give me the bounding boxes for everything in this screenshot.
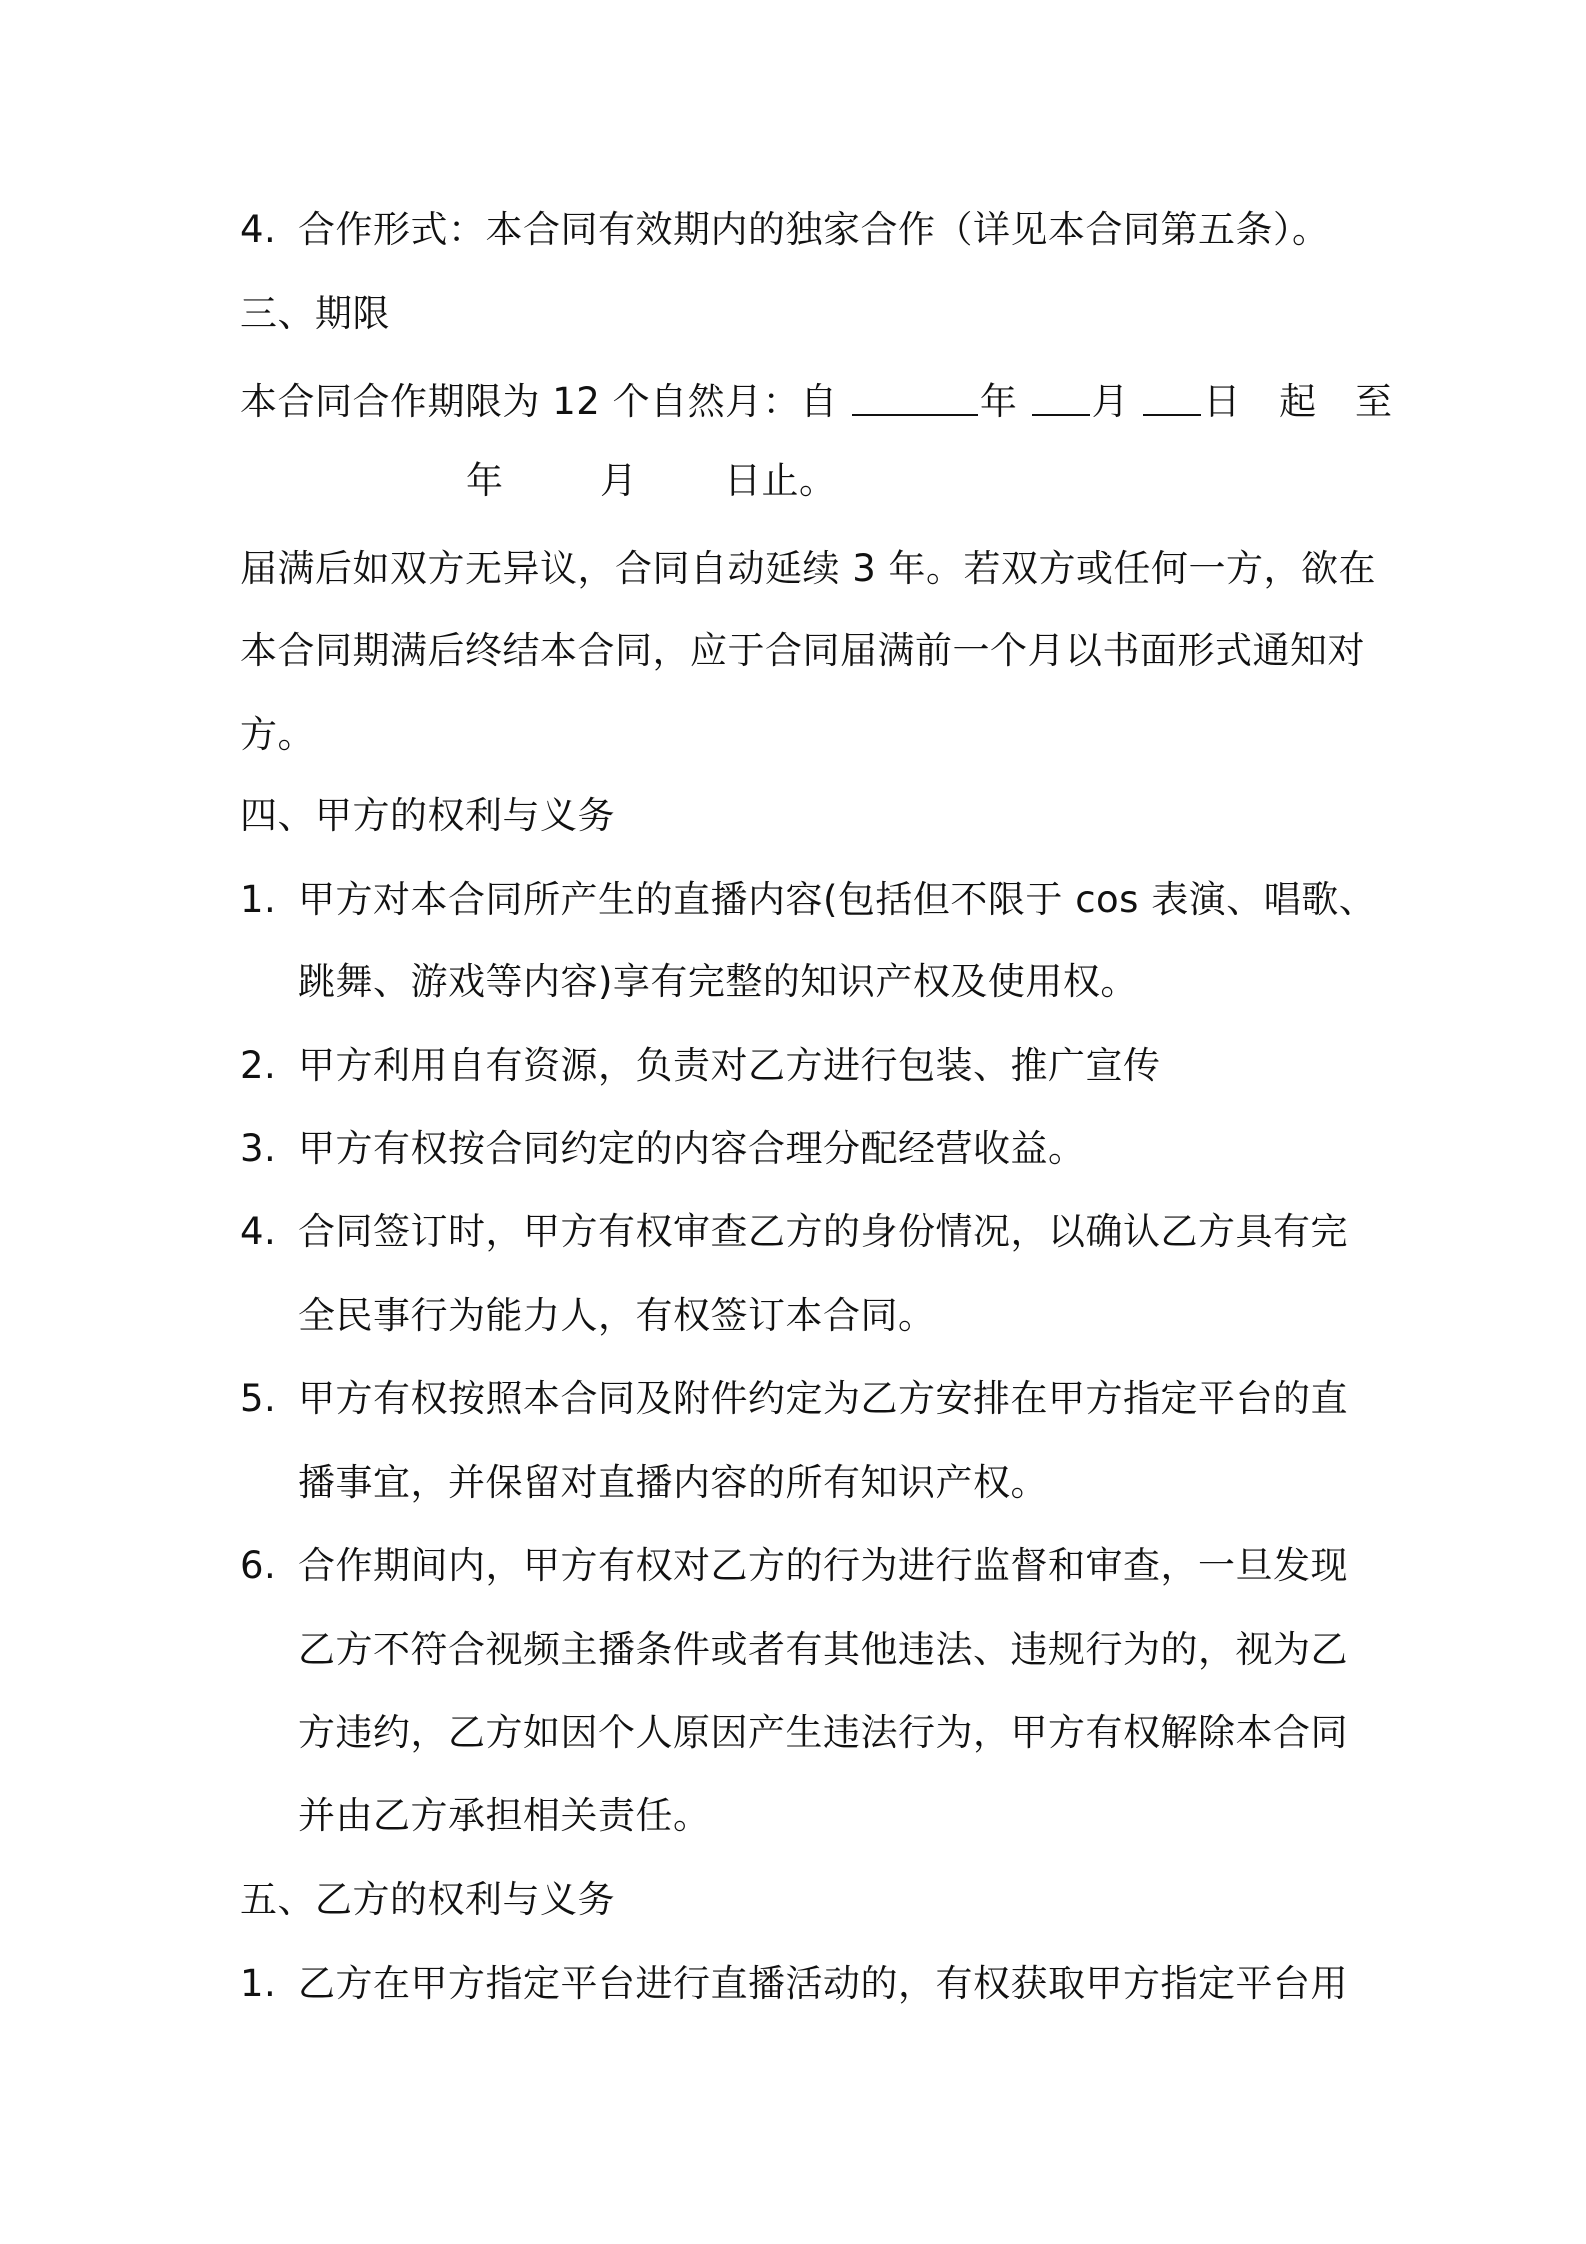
paragraph-line: 本合同期满后终结本合同，应于合同届满前一个月以书面形式通知对: [240, 629, 1365, 672]
clause-text: 甲方有权按合同约定的内容合理分配经营收益。: [298, 1127, 1086, 1170]
term-prefix: 本合同合作期限为 12 个自然月：自: [240, 380, 838, 423]
clause-text: 合作期间内，甲方有权对乙方的行为进行监督和审查，一旦发现: [298, 1544, 1348, 1587]
term-end-line: [466, 457, 837, 505]
zhi-label: 至: [1354, 380, 1393, 423]
section-title-party-a: 四、甲方的权利与义务: [240, 794, 615, 837]
clause-item: [240, 1208, 1348, 1256]
clause-continuation: 播事宜，并保留对直播内容的所有知识产权。: [298, 1461, 1048, 1504]
clause-item: [240, 1542, 1348, 1590]
start-day-blank[interactable]: [1143, 384, 1201, 416]
end-day-label: 日止。: [724, 459, 837, 502]
term-line: [240, 378, 1392, 426]
section-title-term: 三、期限: [240, 292, 390, 335]
clause-continuation: 并由乙方承担相关责任。: [298, 1794, 711, 1837]
clause-item: [240, 1375, 1348, 1423]
paragraph-line: 方。: [240, 713, 315, 756]
clause-text: 甲方对本合同所产生的直播内容(包括但不限于 cos 表演、唱歌、: [298, 878, 1377, 921]
clause-continuation: 全民事行为能力人，有权签订本合同。: [298, 1294, 936, 1337]
clause-text: 甲方利用自有资源，负责对乙方进行包装、推广宣传: [298, 1044, 1161, 1087]
section-title-party-b: 五、乙方的权利与义务: [240, 1878, 615, 1921]
month-label: 月: [1091, 380, 1130, 423]
qi-label: 起: [1279, 380, 1317, 423]
paragraph-line: 届满后如双方无异议，合同自动延续 3 年。若双方或任何一方，欲在: [240, 547, 1377, 590]
clause-item: [240, 1042, 1161, 1090]
clause-item: [240, 1960, 1348, 2008]
clause-number: 4.: [240, 208, 277, 251]
start-month-blank[interactable]: [1032, 384, 1090, 416]
clause-number: 5.: [240, 1377, 277, 1420]
clause-number: 2.: [240, 1044, 277, 1087]
year-label: 年: [979, 380, 1018, 423]
clause-text: 乙方在甲方指定平台进行直播活动的，有权获取甲方指定平台用: [298, 1962, 1348, 2005]
clause-item: [240, 1125, 1086, 1173]
clause-item: [240, 206, 1330, 254]
end-year-label: 年: [466, 459, 504, 502]
clause-number: 6.: [240, 1544, 277, 1587]
clause-text: 合同签订时，甲方有权审查乙方的身份情况，以确认乙方具有完: [298, 1210, 1348, 1253]
clause-text: 甲方有权按照本合同及附件约定为乙方安排在甲方指定平台的直: [298, 1377, 1348, 1420]
clause-continuation: 方违约，乙方如因个人原因产生违法行为，甲方有权解除本合同: [298, 1711, 1348, 1754]
start-year-blank[interactable]: [852, 384, 978, 416]
clause-text: 合作形式：本合同有效期内的独家合作（详见本合同第五条）。: [298, 208, 1330, 251]
clause-number: 3.: [240, 1127, 277, 1170]
clause-continuation: 跳舞、游戏等内容)享有完整的知识产权及使用权。: [298, 960, 1138, 1003]
clause-number: 4.: [240, 1210, 277, 1253]
clause-number: 1.: [240, 878, 277, 921]
clause-item: [240, 876, 1376, 924]
day-label: 日: [1203, 380, 1241, 423]
clause-continuation: 乙方不符合视频主播条件或者有其他违法、违规行为的，视为乙: [298, 1628, 1348, 1671]
clause-number: 1.: [240, 1962, 277, 2005]
end-month-label: 月: [600, 459, 638, 502]
